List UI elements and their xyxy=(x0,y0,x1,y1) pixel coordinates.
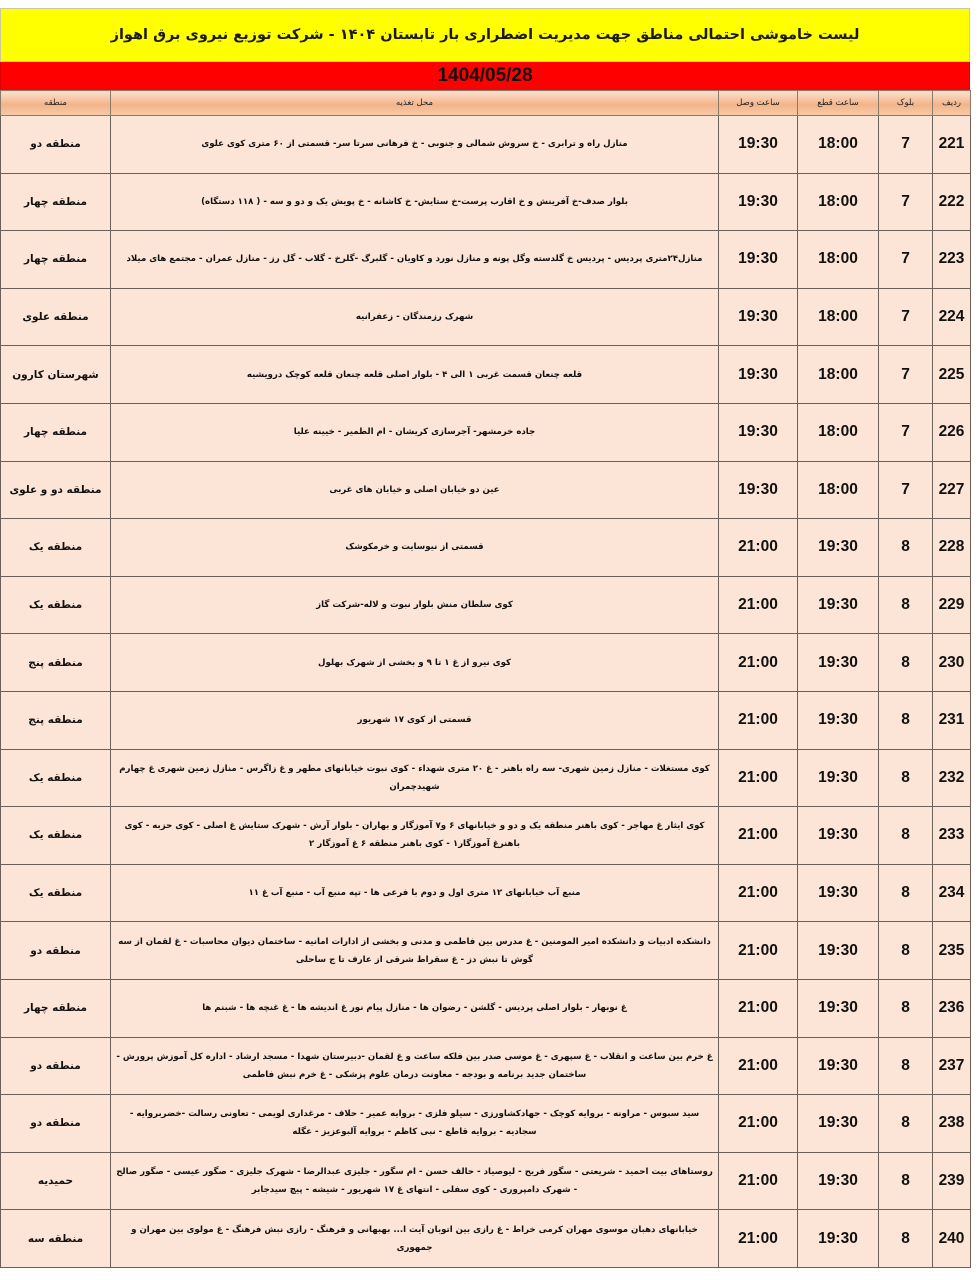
cut-time-cell: 19:30 xyxy=(798,576,879,634)
block-cell: 7 xyxy=(879,173,933,231)
reconnect-time-cell: 21:00 xyxy=(719,1210,798,1268)
region-cell: منطقه یک xyxy=(1,807,111,865)
block-cell: 8 xyxy=(879,1210,933,1268)
table-row xyxy=(1,1210,971,1268)
row-number-cell: 237 xyxy=(933,1037,971,1095)
row-number-cell: 236 xyxy=(933,979,971,1037)
row-number-cell: 239 xyxy=(933,1152,971,1210)
location-cell: قلعه چنعان قسمت غربی ۱ الی ۴ - بلوار اصلی قلعه چنعان قلعه کوچک درویشیه xyxy=(111,346,719,404)
row-number-cell: 228 xyxy=(933,519,971,577)
table-row xyxy=(1,749,971,807)
region-cell: منطقه دو xyxy=(1,1037,111,1095)
location-cell: کوی ایثار غ مهاجر - کوی باهنر منطقه یک و دو و خیابانهای ۶ و۷ آموزگار و بهاران - بلوار آرش - شهرک ستایش غ اصلی - کوی حزبه - کوی باهنرغ آموزگار۱ - کوی باهنر منطقه ۶ غ آموزگار ۲ xyxy=(111,807,719,865)
location-cell: قسمتی از نیوسایت و خرمکوشک xyxy=(111,519,719,577)
block-cell: 7 xyxy=(879,403,933,461)
column-header-row-number: ردیف xyxy=(933,91,971,116)
location-cell: جاده خرمشهر- آجرسازی کریشان - ام الطمیر - خیینه علیا xyxy=(111,403,719,461)
cut-time-cell: 19:30 xyxy=(798,519,879,577)
reconnect-time-cell: 19:30 xyxy=(719,231,798,289)
region-cell: منطقه چهار xyxy=(1,403,111,461)
cut-time-cell: 18:00 xyxy=(798,288,879,346)
reconnect-time-cell: 21:00 xyxy=(719,576,798,634)
block-cell: 8 xyxy=(879,1095,933,1153)
column-header-cut-time: ساعت قطع xyxy=(798,91,879,116)
location-cell: سید سبوس - مراونه - بروایه کوچک - جهادکشاورزی - سیلو فلزی - بروایه عمیر - حلاف - مرغداری لویمی - تعاونی رسالت -خضربروایه - سجادیه - بروایه قاطع - نبی کاظم - بروایه آلبوعزیز - عگله xyxy=(111,1095,719,1153)
region-cell: منطقه علوی xyxy=(1,288,111,346)
table-row xyxy=(1,691,971,749)
table-row xyxy=(1,461,971,519)
cut-time-cell: 18:00 xyxy=(798,231,879,289)
row-number-cell: 223 xyxy=(933,231,971,289)
column-header-block: بلوک xyxy=(879,91,933,116)
location-cell: خیابانهای دهبان موسوی مهران کرمی خراط - غ رازی بین اتوبان آیت ا... بهبهانی و فرهنگ - رازی نبش فرهنگ - غ مولوی بین مهران و جمهوری xyxy=(111,1210,719,1268)
region-cell: منطقه پنج xyxy=(1,691,111,749)
location-cell: روستاهای بیت احمید - شریعتی - سگور فریح - لیوصیاد - حالف حسن - ام سگور - جلیزی عبدالرضا - شهرک جلیزی - صگور عیسی - صگور صالح - شهرک دامپروری - کوی سفلی - انتهای غ ۱۷ شهریور - شیشه - پیچ سیدجابر xyxy=(111,1152,719,1210)
column-header-reconnect-time: ساعت وصل xyxy=(719,91,798,116)
location-cell: کوی مستغلات - منازل زمین شهری- سه راه باهنر - غ ۲۰ متری شهداء - کوی نبوت خیابانهای مطهر و غ زاگرس - منازل زمین شهری غ چهارم شهیدچمران xyxy=(111,749,719,807)
schedule-date: 1404/05/28 xyxy=(0,62,970,90)
block-cell: 8 xyxy=(879,519,933,577)
block-cell: 8 xyxy=(879,634,933,692)
row-number-cell: 240 xyxy=(933,1210,971,1268)
location-cell: عین دو خیابان اصلی و خیابان های غربی xyxy=(111,461,719,519)
outage-table xyxy=(0,90,971,1268)
table-row xyxy=(1,634,971,692)
reconnect-time-cell: 19:30 xyxy=(719,403,798,461)
cut-time-cell: 18:00 xyxy=(798,346,879,404)
reconnect-time-cell: 19:30 xyxy=(719,288,798,346)
region-cell: منطقه پنج xyxy=(1,634,111,692)
block-cell: 7 xyxy=(879,346,933,404)
location-cell: منازل۲۴متری پردیس - پردیس خ گلدسته وگل پونه و منازل نورد و کاویان - گلبرگ -گلرخ - گلاب - گل رز - منازل عمران - مجتمع های میلاد xyxy=(111,231,719,289)
table-row xyxy=(1,231,971,289)
block-cell: 7 xyxy=(879,461,933,519)
reconnect-time-cell: 21:00 xyxy=(719,519,798,577)
reconnect-time-cell: 21:00 xyxy=(719,807,798,865)
outage-schedule-sheet xyxy=(0,8,970,1268)
reconnect-time-cell: 21:00 xyxy=(719,1152,798,1210)
block-cell: 8 xyxy=(879,691,933,749)
location-cell: دانشکده ادبیات و دانشکده امیر المومنین - غ مدرس بین فاطمی و مدنی و بخشی از ادارات امانیه - ساختمان دیوان محاسبات - غ لقمان از سه گوش تا نبش دز - غ سقراط شرقی از عارف تا ج ساحلی xyxy=(111,922,719,980)
table-row xyxy=(1,1095,971,1153)
region-cell: منطقه چهار xyxy=(1,231,111,289)
cut-time-cell: 19:30 xyxy=(798,922,879,980)
region-cell: منطقه دو و علوی xyxy=(1,461,111,519)
location-cell: غ خرم بین ساعت و انقلاب - غ سپهری - غ موسی صدر بین فلکه ساعت و غ لقمان -دبیرستان شهدا - مسجد ارشاد - اداره کل آموزش پرورش - ساختمان جدید برنامه و بودجه - معاونت درمان علوم پزشکی - غ خرم نبش فاطمی xyxy=(111,1037,719,1095)
row-number-cell: 231 xyxy=(933,691,971,749)
table-row xyxy=(1,1152,971,1210)
reconnect-time-cell: 21:00 xyxy=(719,691,798,749)
table-row xyxy=(1,288,971,346)
row-number-cell: 225 xyxy=(933,346,971,404)
row-number-cell: 234 xyxy=(933,864,971,922)
reconnect-time-cell: 19:30 xyxy=(719,173,798,231)
table-body xyxy=(1,116,971,1268)
table-row xyxy=(1,173,971,231)
row-number-cell: 230 xyxy=(933,634,971,692)
region-cell: حمیدیه xyxy=(1,1152,111,1210)
location-cell: قسمتی از کوی ۱۷ شهریور xyxy=(111,691,719,749)
column-header-location: محل تغذیه xyxy=(111,91,719,116)
reconnect-time-cell: 21:00 xyxy=(719,1037,798,1095)
cut-time-cell: 19:30 xyxy=(798,807,879,865)
cut-time-cell: 18:00 xyxy=(798,116,879,174)
cut-time-cell: 18:00 xyxy=(798,403,879,461)
region-cell: شهرستان کارون xyxy=(1,346,111,404)
block-cell: 8 xyxy=(879,922,933,980)
table-row xyxy=(1,922,971,980)
reconnect-time-cell: 21:00 xyxy=(719,864,798,922)
cut-time-cell: 19:30 xyxy=(798,1152,879,1210)
table-row xyxy=(1,519,971,577)
block-cell: 8 xyxy=(879,807,933,865)
location-cell: منازل راه و ترابری - خ سروش شمالی و جنوبی - خ فرهانی سرتا سر- قسمتی از ۶۰ متری کوی علوی xyxy=(111,116,719,174)
row-number-cell: 226 xyxy=(933,403,971,461)
region-cell: منطقه یک xyxy=(1,519,111,577)
reconnect-time-cell: 19:30 xyxy=(719,116,798,174)
region-cell: منطقه چهار xyxy=(1,173,111,231)
table-row xyxy=(1,576,971,634)
page-title: لیست خاموشی احتمالی مناطق جهت مدیریت اضطراری بار تابستان ۱۴۰۴ - شرکت توزیع نیروی برق اهواز xyxy=(0,8,970,62)
region-cell: منطقه چهار xyxy=(1,979,111,1037)
cut-time-cell: 19:30 xyxy=(798,634,879,692)
row-number-cell: 238 xyxy=(933,1095,971,1153)
table-row xyxy=(1,1037,971,1095)
location-cell: شهرک رزمندگان - زعفرانیه xyxy=(111,288,719,346)
table-row xyxy=(1,864,971,922)
row-number-cell: 229 xyxy=(933,576,971,634)
block-cell: 7 xyxy=(879,231,933,289)
table-header-row xyxy=(1,91,971,116)
reconnect-time-cell: 21:00 xyxy=(719,979,798,1037)
row-number-cell: 232 xyxy=(933,749,971,807)
block-cell: 8 xyxy=(879,979,933,1037)
block-cell: 8 xyxy=(879,1152,933,1210)
cut-time-cell: 19:30 xyxy=(798,1095,879,1153)
region-cell: منطقه سه xyxy=(1,1210,111,1268)
block-cell: 8 xyxy=(879,1037,933,1095)
location-cell: بلوار صدف-خ آفرینش و خ اقارب پرست-خ ستایش- خ کاشانه - خ پویش یک و دو و سه - ( ۱۱۸ دستگاه) xyxy=(111,173,719,231)
reconnect-time-cell: 21:00 xyxy=(719,634,798,692)
region-cell: منطقه دو xyxy=(1,922,111,980)
region-cell: منطقه دو xyxy=(1,116,111,174)
cut-time-cell: 19:30 xyxy=(798,749,879,807)
column-header-region: منطقه xyxy=(1,91,111,116)
cut-time-cell: 18:00 xyxy=(798,173,879,231)
row-number-cell: 233 xyxy=(933,807,971,865)
region-cell: منطقه یک xyxy=(1,576,111,634)
cut-time-cell: 19:30 xyxy=(798,1037,879,1095)
reconnect-time-cell: 19:30 xyxy=(719,461,798,519)
location-cell: منبع آب خیابانهای ۱۲ متری اول و دوم با فرعی ها - تپه منبع آب - منبع آب غ ۱۱ xyxy=(111,864,719,922)
table-row xyxy=(1,403,971,461)
row-number-cell: 227 xyxy=(933,461,971,519)
location-cell: کوی نیرو از غ ۱ تا ۹ و بخشی از شهرک بهلول xyxy=(111,634,719,692)
reconnect-time-cell: 21:00 xyxy=(719,1095,798,1153)
reconnect-time-cell: 21:00 xyxy=(719,749,798,807)
row-number-cell: 221 xyxy=(933,116,971,174)
block-cell: 7 xyxy=(879,116,933,174)
cut-time-cell: 19:30 xyxy=(798,1210,879,1268)
region-cell: منطقه یک xyxy=(1,749,111,807)
cut-time-cell: 19:30 xyxy=(798,979,879,1037)
row-number-cell: 222 xyxy=(933,173,971,231)
cut-time-cell: 19:30 xyxy=(798,864,879,922)
table-row xyxy=(1,346,971,404)
block-cell: 8 xyxy=(879,576,933,634)
block-cell: 8 xyxy=(879,749,933,807)
cut-time-cell: 18:00 xyxy=(798,461,879,519)
block-cell: 7 xyxy=(879,288,933,346)
table-row xyxy=(1,979,971,1037)
table-row xyxy=(1,116,971,174)
block-cell: 8 xyxy=(879,864,933,922)
location-cell: غ نوبهار - بلوار اصلی پردیس - گلشن - رضوان ها - منازل پیام نور غ اندیشه ها - غ غنچه ها - شبنم ها xyxy=(111,979,719,1037)
row-number-cell: 235 xyxy=(933,922,971,980)
reconnect-time-cell: 21:00 xyxy=(719,922,798,980)
table-row xyxy=(1,807,971,865)
cut-time-cell: 19:30 xyxy=(798,691,879,749)
row-number-cell: 224 xyxy=(933,288,971,346)
region-cell: منطقه دو xyxy=(1,1095,111,1153)
location-cell: کوی سلطان منش بلوار نبوت و لاله-شرکت گاز xyxy=(111,576,719,634)
reconnect-time-cell: 19:30 xyxy=(719,346,798,404)
region-cell: منطقه یک xyxy=(1,864,111,922)
